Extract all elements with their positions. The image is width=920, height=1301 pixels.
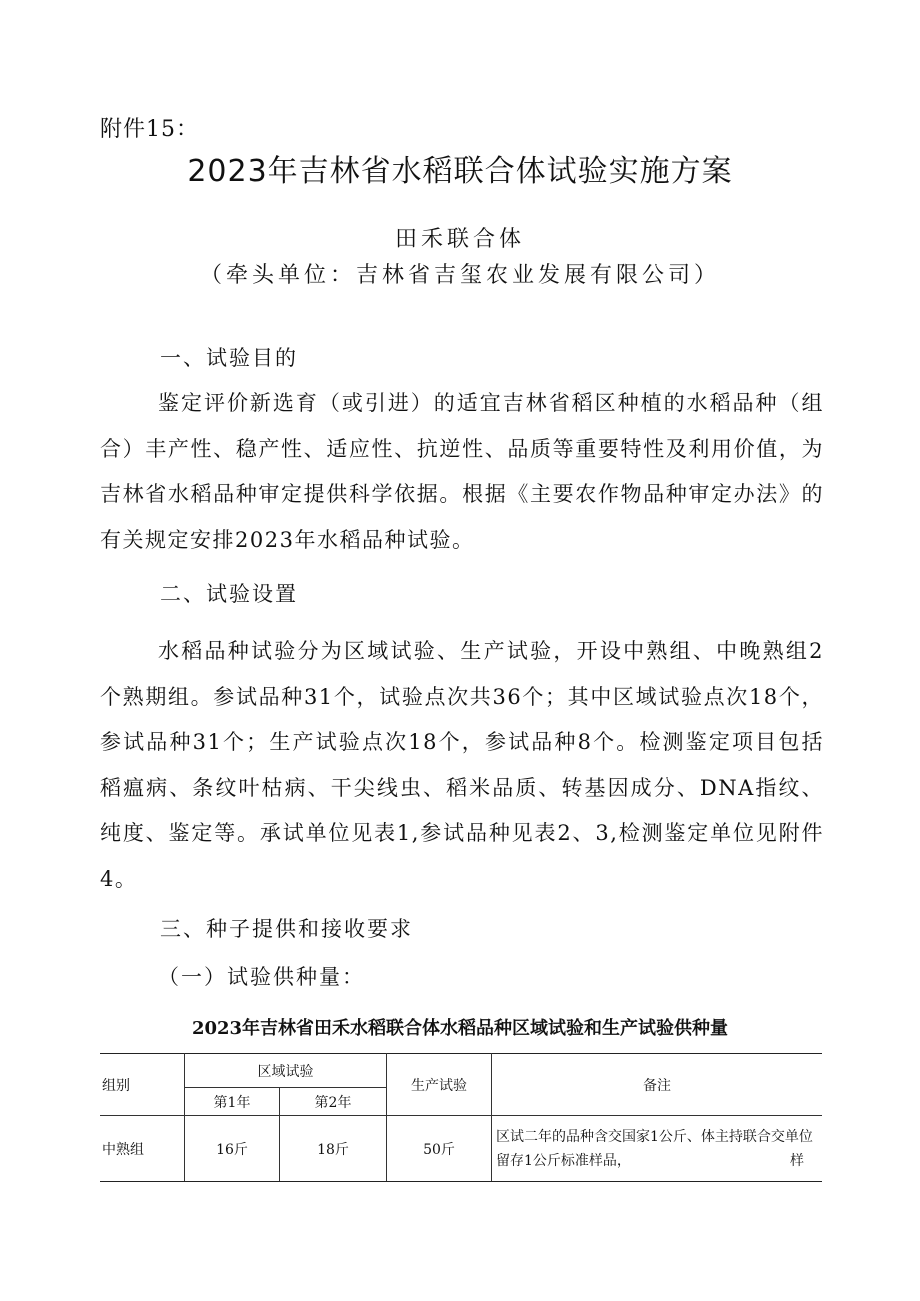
table-row bbox=[100, 1116, 822, 1182]
cell-note bbox=[492, 1116, 823, 1182]
header-production: 生产试验 bbox=[387, 1054, 492, 1116]
cell-year2: 18斤 bbox=[280, 1116, 387, 1182]
section-3-heading: 三、种子提供和接收要求 bbox=[160, 917, 413, 941]
section-3-subheading: （一）试验供种量： bbox=[158, 965, 365, 989]
document-title: 2023年吉林省水稻联合体试验实施方案 bbox=[187, 154, 733, 189]
cell-year1: 16斤 bbox=[185, 1116, 280, 1182]
section-2-paragraph: 水稻品种试验分为区域试验、生产试验，开设中熟组、中晚熟组2个熟期组。参试品种31个，试验点次共36个；其中区域试验点次18个，参试品种31个；生产试验点次18个，参试品种8个。检测鉴定项目包括稻瘟病、条纹叶枯病、干尖线虫、稻米品质、转基因成分、DNA指纹、纯度、鉴定等。承试单位见表1,参试品种见表2、3,检测鉴定单位见附件4。 bbox=[100, 639, 824, 891]
section-1-paragraph: 鉴定评价新选育（或引进）的适宜吉林省稻区种植的水稻品种（组合）丰产性、稳产性、适应性、抗逆性、品质等重要特性及利用价值，为吉林省水稻品种审定提供科学依据。根据《主要农作物品种审定办法》的有关规定安排2023年水稻品种试验。 bbox=[100, 391, 824, 552]
lead-unit: （牵头单位：吉林省吉玺农业发展有限公司） bbox=[199, 263, 720, 288]
attachment-label: 附件15： bbox=[100, 117, 199, 142]
cell-note-tail: 样 bbox=[790, 1152, 804, 1169]
header-year2: 第2年 bbox=[280, 1088, 387, 1116]
seed-supply-table bbox=[100, 1053, 822, 1182]
cell-group: 中熟组 bbox=[100, 1116, 185, 1182]
section-2-heading: 二、试验设置 bbox=[160, 582, 298, 606]
cell-note-text: 区试二年的品种含交国家1公斤、体主持联合交单位留存1公斤标准样品， bbox=[496, 1128, 813, 1169]
header-note: 备注 bbox=[492, 1054, 823, 1116]
consortium-name: 田禾联合体 bbox=[394, 227, 525, 252]
table-title: 2023年吉林省田禾水稻联合体水稻品种区域试验和生产试验供种量 bbox=[191, 1018, 729, 1039]
header-regional: 区域试验 bbox=[185, 1054, 387, 1088]
header-group: 组别 bbox=[100, 1054, 185, 1116]
section-1-heading: 一、试验目的 bbox=[160, 346, 298, 370]
cell-production: 50斤 bbox=[387, 1116, 492, 1182]
header-year1: 第1年 bbox=[185, 1088, 280, 1116]
